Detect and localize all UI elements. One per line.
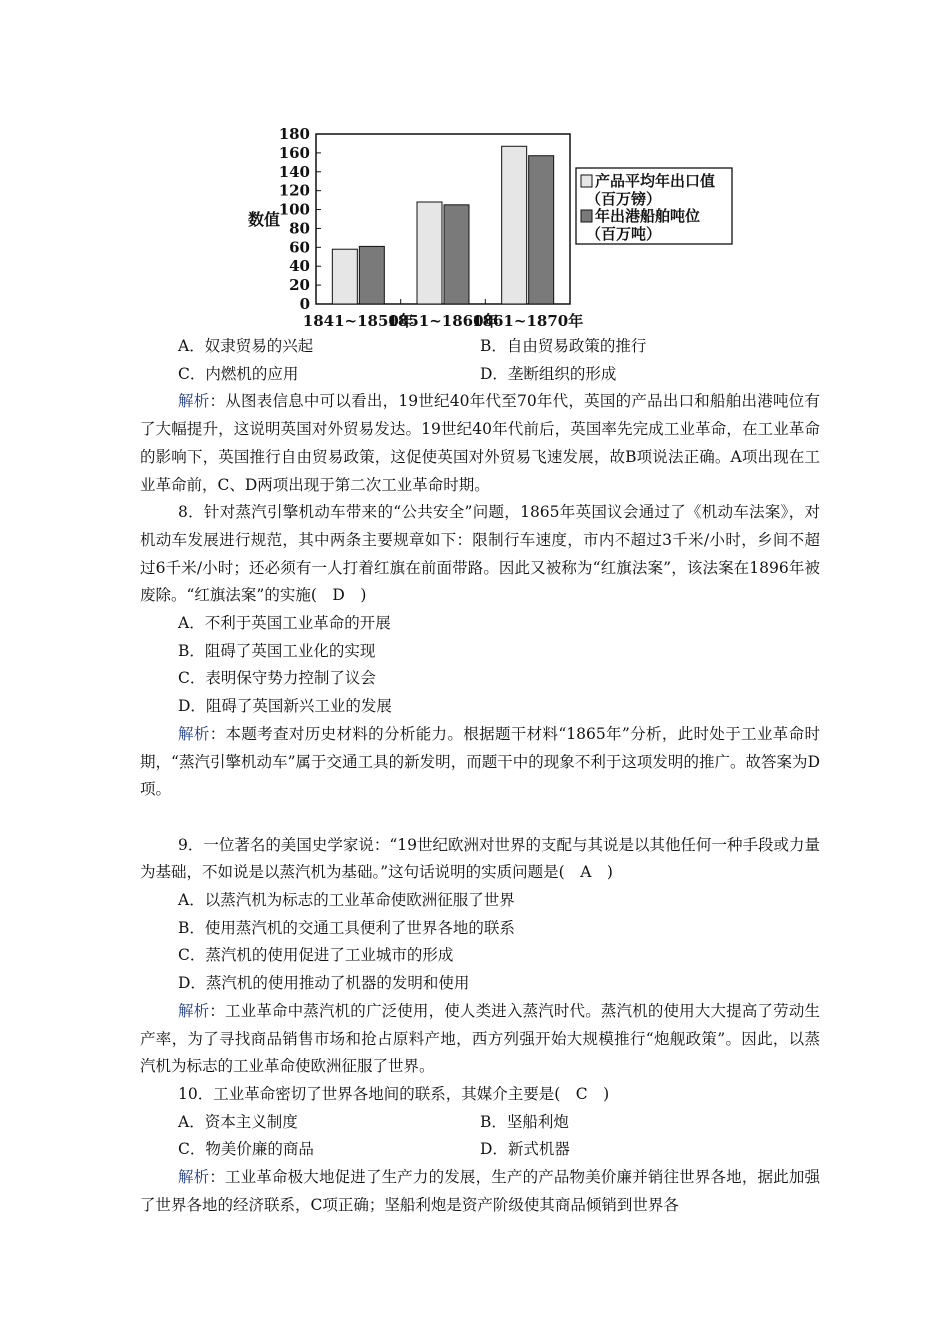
y-tick-label: 80 <box>289 219 310 238</box>
q9-option-a: A．以蒸汽机为标志的工业革命使欧洲征服了世界 <box>178 891 515 910</box>
q9-stem: 9．一位著名的美国史学家说：“19世纪欧洲对世界的支配与其说是以其他任何一种手段或力量为基础，不如说是以蒸汽机为基础。”这句话说明的实质问题是( A ) <box>140 835 821 882</box>
q7-option-b: B．自由贸易政策的推行 <box>480 337 647 355</box>
q9-explanation <box>140 998 820 1081</box>
y-tick-label: 0 <box>299 295 310 313</box>
q10-options-row-2 <box>140 1136 820 1164</box>
legend <box>576 168 732 244</box>
q10-stem: 10．工业革命密切了世界各地间的联系，其媒介主要是( C ) <box>178 1084 610 1103</box>
q9-option-b: B．使用蒸汽机的交通工具便利了世界各地的联系 <box>178 918 515 937</box>
q10-explanation <box>140 1164 820 1219</box>
bar-export-value <box>332 249 357 304</box>
q7-explanation <box>140 388 820 499</box>
x-tick-label: 1851~1860年 <box>387 312 499 330</box>
bar-export-value <box>502 146 527 304</box>
q7-options-row-2 <box>140 361 820 389</box>
q10-explanation-text: ：工业革命极大地促进了生产力的发展，生产的产品物美价廉并销往世界各地，据此加强了世界各地的经济联系，C项正确；坚船利炮是资产阶级使其商品倾销到世界各 <box>140 1168 820 1214</box>
y-tick-label: 40 <box>289 257 310 276</box>
q8-stem: 8．针对蒸汽引擎机动车带来的“公共安全”问题，1865年英国议会通过了《机动车法案》，对机动车发展进行规范，其中两条主要规章如下：限制行车速度，市内不超过3千米/小时，乡间不超过6千米/小时；还必须有一人打着红旗在前面带路。因此又被称为“红旗法案”，该法案在1896年被废除。“红旗法案”的实施( D ) <box>140 503 820 605</box>
bar-export-value <box>417 202 442 304</box>
q10-explanation-label: 解析 <box>178 1168 210 1187</box>
y-tick-label: 100 <box>278 200 310 219</box>
q10-options-row-1 <box>140 1109 820 1137</box>
q9-option-d: D．蒸汽机的使用推动了机器的发明和使用 <box>178 974 470 993</box>
x-tick-label: 1861~1870年 <box>472 312 584 330</box>
q10-option-a: A．资本主义制度 <box>178 1112 298 1131</box>
q7-explanation-label: 解析 <box>178 392 210 411</box>
q8-option-b: B．阻碍了英国工业化的实现 <box>178 641 376 660</box>
q7-option-c: C．内燃机的应用 <box>178 364 299 383</box>
y-tick-label: 180 <box>278 125 310 143</box>
bar-ship-tonnage <box>529 156 554 304</box>
q8-explanation <box>140 721 820 804</box>
y-tick-label: 20 <box>289 276 310 295</box>
q7-options-row-1 <box>140 333 820 361</box>
legend-swatch-export <box>581 175 592 187</box>
y-axis-label: 数值 <box>248 210 281 229</box>
legend-swatch-tonnage <box>581 210 592 222</box>
q7-option-d: D．垄断组织的形成 <box>480 364 617 383</box>
q7-option-a: A．奴隶贸易的兴起 <box>178 337 314 355</box>
question-text <box>140 333 820 1219</box>
bar-ship-tonnage <box>359 246 384 304</box>
q10-option-d: D．新式机器 <box>480 1140 570 1159</box>
legend-label-export-unit: （百万镑） <box>586 190 662 208</box>
q7-explanation-text: ：从图表信息中可以看出，19世纪40年代至70年代，英国的产品出口和船舶出港吨位有了大幅提升，这说明英国对外贸易发达。19世纪40年代前后，英国率先完成工业革命，在工业革命的影响下，英国推行自由贸易政策，这促使英国对外贸易飞速发展，故B项说法正确。A项出现在工业革命前，C、D两项出现于第二次工业革命时期。 <box>140 392 820 494</box>
y-tick-label: 120 <box>278 181 310 200</box>
q10-option-c: C．物美价廉的商品 <box>178 1140 314 1159</box>
bar-ship-tonnage <box>444 205 469 304</box>
y-tick-label: 60 <box>289 238 310 257</box>
legend-label-tonnage: 年出港船舶吨位 <box>595 207 701 225</box>
y-tick-label: 140 <box>278 162 310 181</box>
q8-option-a: A．不利于英国工业革命的开展 <box>178 614 391 633</box>
q8-explanation-text: ：本题考查对历史材料的分析能力。根据题干材料“1865年”分析，此时处于工业革命时期，“蒸汽引擎机动车”属于交通工具的新发明，而题干中的现象不利于这项发明的推广。故答案为D项。 <box>140 724 820 799</box>
q9-option-c: C．蒸汽机的使用促进了工业城市的形成 <box>178 946 454 965</box>
legend-label-tonnage-unit: （百万吨） <box>586 225 662 243</box>
q8-option-c: C．表明保守势力控制了议会 <box>178 669 376 688</box>
legend-label-export: 产品平均年出口值 <box>595 172 716 190</box>
q10-option-b: B．坚船利炮 <box>480 1112 569 1131</box>
q8-explanation-label: 解析 <box>178 724 210 743</box>
x-tick-label: 1841~1850年 <box>302 312 414 330</box>
y-tick-label: 160 <box>278 143 310 162</box>
q8-option-d: D．阻碍了英国新兴工业的发展 <box>178 697 392 716</box>
bar-chart <box>230 120 750 340</box>
q9-explanation-label: 解析 <box>178 1001 210 1020</box>
q9-explanation-text: ：工业革命中蒸汽机的广泛使用，使人类进入蒸汽时代。蒸汽机的使用大大提高了劳动生产率，为了寻找商品销售市场和抢占原料产地，西方列强开始大规模推行“炮舰政策”。因此，以蒸汽机为标志的工业革命使欧洲征服了世界。 <box>140 1001 820 1076</box>
spacer <box>140 804 820 832</box>
